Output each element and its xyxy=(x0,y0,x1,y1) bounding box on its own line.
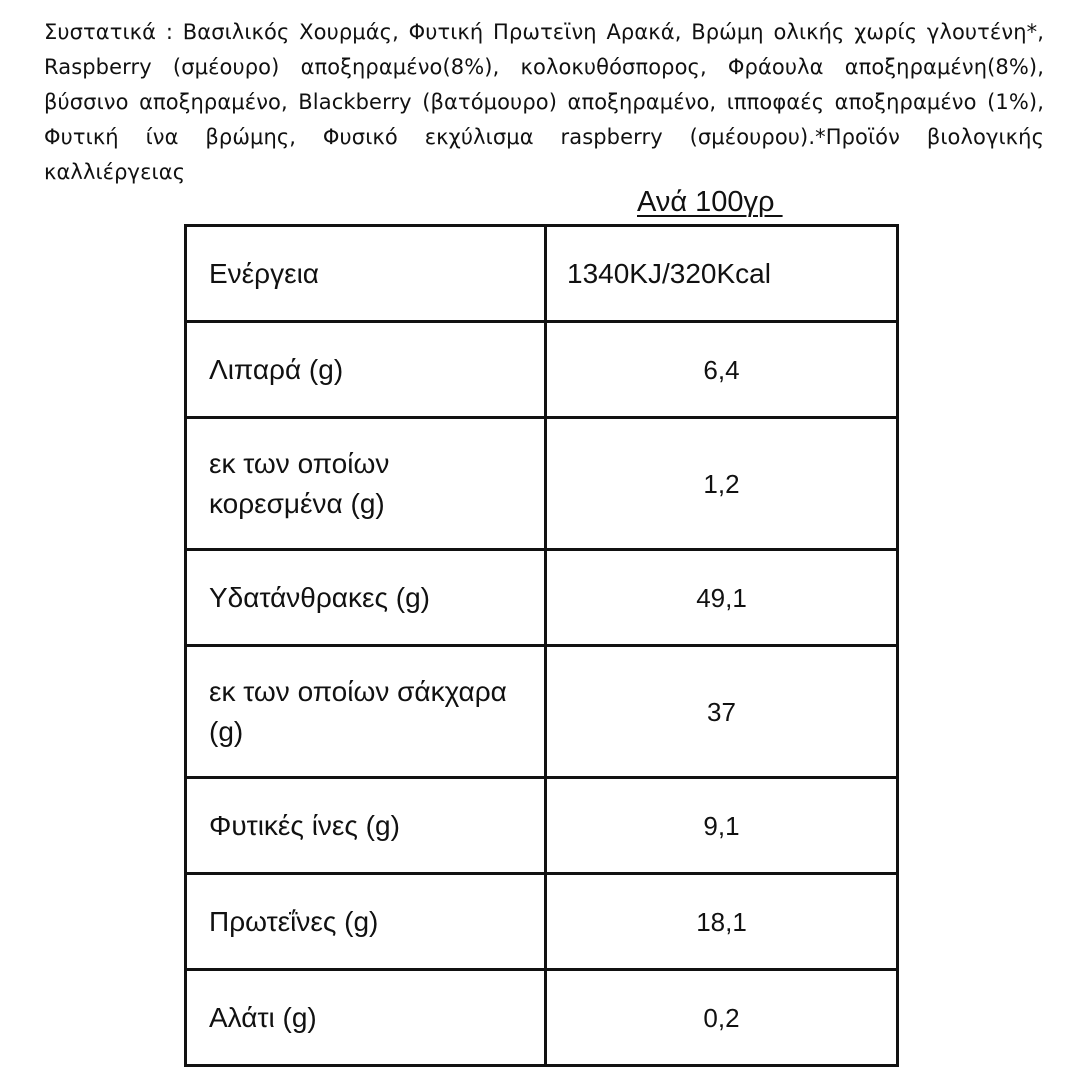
nutrition-value: 6,4 xyxy=(546,322,898,418)
nutrition-label: Αλάτι (g) xyxy=(186,970,546,1066)
nutrition-row-protein xyxy=(186,874,898,970)
nutrition-label: Λιπαρά (g) xyxy=(186,322,546,418)
nutrition-value: 0,2 xyxy=(546,970,898,1066)
ingredients-text: Συστατικά : Βασιλικός Χουρμάς, Φυτική Πρωτεϊνη Αρακά, Βρώμη ολικής χωρίς γλουτένη*, Raspberry (σμέουρο) αποξηραμένο(8%), κολοκυθόσπορος, Φράουλα αποξηραμένη(8%), βύσσινο αποξηραμένο, Blackberry (βατόμουρο) αποξηραμένο, ιπποφαές αποξηραμένο (1%), Φυτική ίνα βρώμης, Φυσικό εκχύλισμα raspberry (σμέουρου).*Προϊόν βιολογικής καλλιέργειας xyxy=(44,20,1044,184)
nutrition-value: 9,1 xyxy=(546,778,898,874)
nutrition-table xyxy=(184,224,899,1067)
nutrition-value: 49,1 xyxy=(546,550,898,646)
nutrition-label: εκ των οποίων σάκχαρα (g) xyxy=(186,646,546,778)
nutrition-row-salt xyxy=(186,970,898,1066)
nutrition-row-fiber xyxy=(186,778,898,874)
nutrition-label: Υδατάνθρακες (g) xyxy=(186,550,546,646)
nutrition-row-fat xyxy=(186,322,898,418)
nutrition-label: Πρωτεΐνες (g) xyxy=(186,874,546,970)
per-100g-header: Ανά 100γρ xyxy=(637,186,783,218)
nutrition-label: Φυτικές ίνες (g) xyxy=(186,778,546,874)
nutrition-label: εκ των οποίων κορεσμένα (g) xyxy=(186,418,546,550)
nutrition-value: 18,1 xyxy=(546,874,898,970)
nutrition-row-carbohydrates xyxy=(186,550,898,646)
nutrition-row-sugars xyxy=(186,646,898,778)
nutrition-row-saturated xyxy=(186,418,898,550)
nutrition-value: 1340KJ/320Kcal xyxy=(546,226,898,322)
nutrition-row-energy xyxy=(186,226,898,322)
nutrition-value: 1,2 xyxy=(546,418,898,550)
nutrition-label: Ενέργεια xyxy=(186,226,546,322)
nutrition-value: 37 xyxy=(546,646,898,778)
